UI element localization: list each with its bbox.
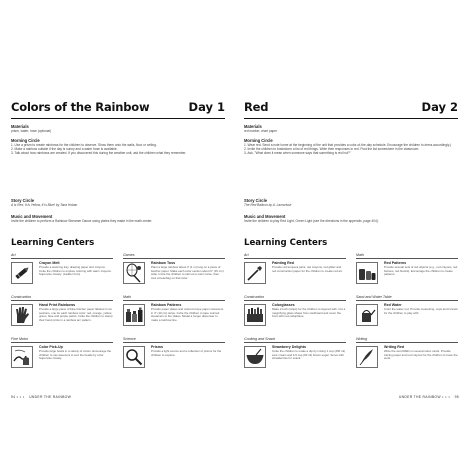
- center-title: Crayon Melt: [39, 261, 60, 265]
- center-card-painting-red: [244, 261, 346, 295]
- center-body: Provide a light source and a collection of prisms for the children to explore.: [151, 349, 222, 357]
- page-title: Red: [244, 100, 269, 114]
- story-circle-section: [244, 198, 458, 207]
- quill-pen-icon: [356, 346, 378, 368]
- story-circle-section: [11, 198, 225, 207]
- morning-item: 3. Talk about how rainbows are created. If you discovered this during the weather unit, ask the children what they remember.: [11, 151, 187, 156]
- story-text: A Is Red, It Is Yellow, It Is Blue! by Tana Hoban: [11, 203, 78, 207]
- footer-label: UNDER THE RAINBOW: [29, 395, 72, 399]
- center-body: Provide a warming tray, drawing paper and crayons. Invite the children to explore coloring with warm crayons. Supervise closely. (Ladder hum): [39, 265, 112, 277]
- center-card-rainbow-patterns: [123, 303, 225, 337]
- title-rule: [11, 118, 225, 119]
- center-category: Math: [123, 295, 131, 299]
- page-number: 95: [454, 395, 459, 399]
- center-body: Provide red tempera paint, red crayons, red glitter and red construction paper for the children to create red art.: [272, 265, 343, 273]
- magnifying-glass-icon: [123, 346, 145, 368]
- center-category: Math: [356, 253, 364, 257]
- morning-circle-label: Morning Circle: [11, 138, 40, 143]
- category-rule: [123, 258, 225, 259]
- center-body: Make 2-inch (strips) for the children to layered with. Cut a magnifying glass shape from cardboard and cover the front with red cellophane.: [272, 307, 346, 319]
- center-title: Red Patterns: [384, 261, 407, 265]
- paintbrush-icon: [244, 262, 266, 284]
- center-category: Cooking and Snack: [244, 337, 276, 341]
- center-card-rainbow-toss: [123, 261, 225, 295]
- center-body: Color the water red. Provide measuring, cups and funnels for the children to play with.: [384, 307, 458, 315]
- music-movement-label: Music and Movement: [244, 214, 286, 219]
- category-rule: [11, 258, 113, 259]
- center-card-colorglasses: [244, 303, 346, 337]
- music-movement-label: Music and Movement: [11, 214, 53, 219]
- paint-jars-icon: [356, 262, 378, 284]
- category-rule: [244, 342, 346, 343]
- story-circle-label: Story Circle: [244, 198, 267, 203]
- morning-circle-label: Morning Circle: [244, 138, 273, 143]
- category-rule: [356, 258, 458, 259]
- footer-label: UNDER THE RAINBOW: [398, 395, 441, 399]
- learning-centers-title: Learning Centers: [244, 238, 328, 248]
- center-body: Provide paper plates and colored crepe paper streamers in 4" (10 cm) strips. Invite the children to tape colored streamers to the plates. Model a longer dispenser to make a rainbow line.: [151, 307, 224, 322]
- center-body: Invite the children to make a dip by mixing 1 cup (250 ml) sour cream and 1/4 cup (60 ml) brown sugar. Serve with strawberries for snack.: [272, 349, 346, 361]
- story-circle-label: Story Circle: [11, 198, 34, 203]
- materials-text: red marker, chart paper: [244, 129, 278, 133]
- center-category: Construction: [244, 295, 265, 299]
- morning-item: 2. Invite the children to brainstorm a list of red things. Write their responses in red. Post the list somewhere in the classroom.: [244, 147, 420, 152]
- paint-bottles-icon: [123, 304, 145, 326]
- crayon-icon: [11, 262, 33, 284]
- category-rule: [244, 258, 346, 259]
- category-rule: [356, 342, 458, 343]
- watering-can-icon: [356, 304, 378, 326]
- center-card-red-patterns: [356, 261, 458, 295]
- center-category: Science: [123, 337, 136, 341]
- center-title: Color Pick-Up: [39, 345, 63, 349]
- category-rule: [123, 342, 225, 343]
- center-title: Colorglasses: [272, 303, 295, 307]
- center-body: Provide several sets of red objects (e.g., red crayons, red buttons, red blocks). Encourage the children to create patterns.: [384, 265, 458, 277]
- center-body: Write the word RED on several index cards. Provide tracing paper and red crayons for the children to trace the word.: [384, 349, 458, 361]
- page-title: Colors of the Rainbow: [11, 100, 150, 114]
- materials-section: [244, 124, 458, 133]
- category-rule: [356, 300, 458, 301]
- footer-bullets: •••: [442, 395, 455, 399]
- story-text: The Red Balloon by A. Lamorisse: [244, 203, 292, 207]
- center-title: Strawberry Delights: [272, 345, 306, 349]
- day-label: Day 1: [188, 100, 225, 114]
- center-title: Red Water: [384, 303, 402, 307]
- center-category: Fine Motor: [11, 337, 29, 341]
- materials-section: [11, 124, 225, 133]
- center-card-crayon-melt: [11, 261, 113, 295]
- page-number: 94: [11, 395, 16, 399]
- right-page: [244, 88, 458, 384]
- center-title: Rainbow Toss: [151, 261, 176, 265]
- center-title: Rainbow Patterns: [151, 303, 182, 307]
- center-category: Writing: [356, 337, 368, 341]
- center-category: Games: [123, 253, 135, 257]
- crayon-box-icon: [244, 304, 266, 326]
- mixing-bowl-icon: [244, 346, 266, 368]
- day-label: Day 2: [421, 100, 458, 114]
- center-title: Hand Print Rainbows: [39, 303, 76, 307]
- morning-circle-section: [11, 138, 225, 155]
- music-movement-section: [244, 214, 458, 223]
- hand-ribbon-icon: [11, 346, 33, 368]
- center-category: Art: [244, 253, 249, 257]
- center-title: Prisms: [151, 345, 163, 349]
- center-title: Painting Red: [272, 261, 294, 265]
- center-category: Art: [11, 253, 16, 257]
- category-rule: [244, 300, 346, 301]
- center-body: Provide large bowls in a variety of colors. Encourage the children to use tweezers to sort the beads by color. Supervise closely.: [39, 349, 112, 361]
- left-footer: [11, 395, 71, 399]
- morning-item: 2. Make a rainbow outside if the day is sunny and a water hose is available.: [11, 147, 118, 152]
- center-body: Paint a large rainbow about 3' (1 m) long on a piece of butcher paper. Make each color section about 6" (15 cm) wide. Invite the children to call out a color name, then toss a beanbag on that color.: [151, 265, 224, 280]
- center-card-prisms: [123, 345, 225, 379]
- morning-circle-section: [244, 138, 458, 155]
- morning-item: 1. Wear red. Send a note home at the beginning of the unit that provides a color-of-the-day schedule. Encourage the children to dress accordingly.): [244, 143, 452, 147]
- music-text: Invite the children to play Red Light, Green Light (see the directions in the appendix, page 404).: [244, 219, 379, 223]
- left-title-row: [11, 100, 225, 116]
- right-footer: [399, 395, 459, 399]
- category-rule: [11, 300, 113, 301]
- right-title-row: [244, 100, 458, 116]
- center-card-hand-print-rainbows: [11, 303, 113, 337]
- learning-centers-title: Learning Centers: [11, 238, 95, 248]
- music-movement-section: [11, 214, 225, 223]
- morning-item: 3. Ask, "What does it mean when someone says that something is red hot?": [244, 151, 351, 156]
- center-title: Writing Red: [384, 345, 405, 349]
- center-card-color-pick-up: [11, 345, 113, 379]
- hand-print-icon: [11, 304, 33, 326]
- morning-item: 1. Use a prism to create rainbows for the children to observe. Show them onto the walls, floor or ceiling.: [11, 143, 157, 147]
- tennis-racket-icon: [123, 262, 145, 284]
- music-text: Invite the children to perform a Rainbow Streamer Dance using plates they made in the math center.: [11, 219, 153, 223]
- center-card-strawberry-delights: [244, 345, 346, 379]
- materials-label: Materials: [244, 124, 262, 129]
- category-rule: [123, 300, 225, 301]
- category-rule: [11, 342, 113, 343]
- materials-label: Materials: [11, 124, 29, 129]
- footer-bullets: •••: [16, 395, 30, 399]
- title-rule: [244, 118, 458, 119]
- center-category: Sand and Water Table: [356, 295, 392, 299]
- center-body: Provide a large piece of blue butcher paper labeled in six sections, one for each rainbow color: red, orange, yellow, green, blue and purple paints. Invite the children to stamp their hand prints in a rainbow arc pattern.: [39, 307, 113, 322]
- materials-text: prism, water, hose (optional): [11, 129, 52, 133]
- center-card-writing-red: [356, 345, 458, 379]
- center-card-red-water: [356, 303, 458, 337]
- center-category: Construction: [11, 295, 32, 299]
- left-page: [11, 88, 225, 384]
